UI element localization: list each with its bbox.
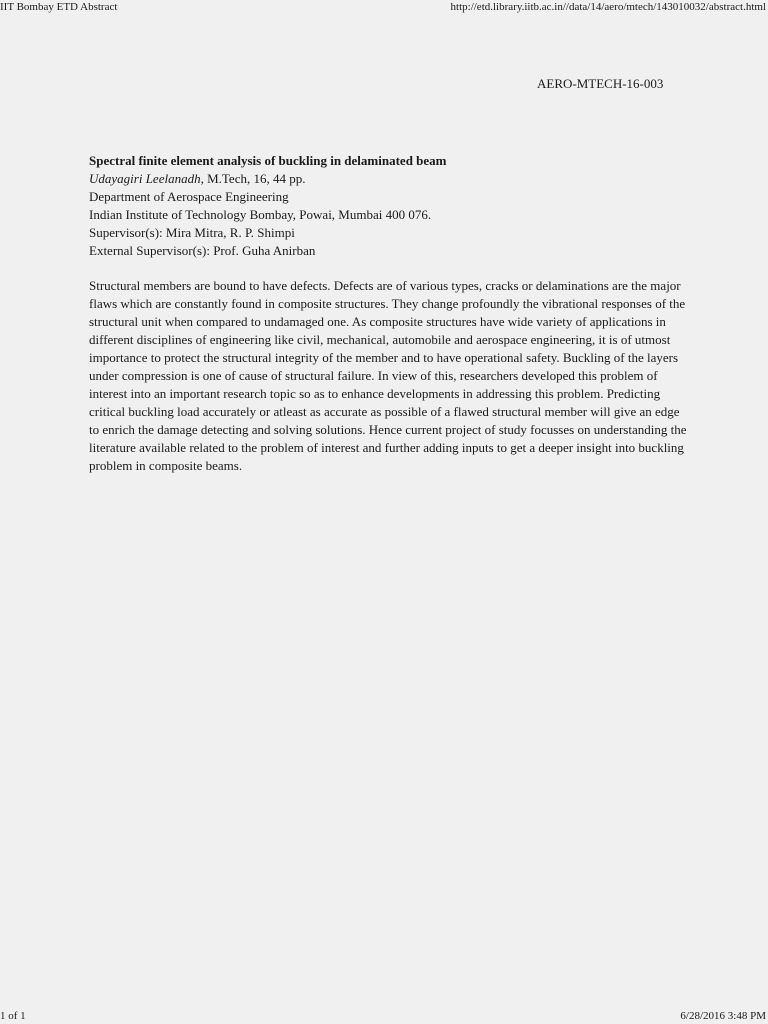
department: Department of Aerospace Engineering xyxy=(89,189,289,204)
print-timestamp: 6/28/2016 3:48 PM xyxy=(680,1010,766,1022)
page-count: 1 of 1 xyxy=(0,1010,26,1022)
author-name: Udayagiri Leelanadh, xyxy=(89,171,204,186)
thesis-metadata xyxy=(89,152,689,260)
degree-info: M.Tech, 16, 44 pp. xyxy=(203,171,306,186)
print-header-title: IIT Bombay ETD Abstract xyxy=(0,1,118,13)
institute: Indian Institute of Technology Bombay, Powai, Mumbai 400 076. xyxy=(89,207,432,222)
thesis-title: Spectral finite element analysis of buckling in delaminated beam xyxy=(89,153,447,168)
document-id: AERO-MTECH-16-003 xyxy=(537,76,664,91)
print-header-url: http://etd.library.iitb.ac.in//data/14/aero/mtech/143010032/abstract.html xyxy=(450,1,766,13)
supervisors: Supervisor(s): Mira Mitra, R. P. Shimpi xyxy=(89,225,295,240)
external-supervisors: External Supervisor(s): Prof. Guha Anirban xyxy=(89,243,316,258)
abstract-text: Structural members are bound to have defects. Defects are of various types, cracks or delaminations are the major flaws which are constantly found in composite structures. They change profoundly the vibrational responses of the structural unit when compared to undamaged one. As composite structures have wide variety of applications in different disciplines of engineering like civil, mechanical, automobile and aerospace engineering, it is of utmost importance to protect the structural integrity of the member and to have operational safety. Buckling of the layers under compression is one of cause of structural failure. In view of this, researchers developed this problem of interest into an important research topic so as to enhance developments in addressing this problem. Predicting critical buckling load accurately or atleast as accurate as possible of a flawed structural member will give an edge to enrich the damage detecting and solving solutions. Hence current project of study focusses on understanding the literature available related to the problem of interest and further adding inputs to get a deeper insight into buckling problem in composite beams. xyxy=(89,278,687,473)
author-line xyxy=(89,170,689,188)
